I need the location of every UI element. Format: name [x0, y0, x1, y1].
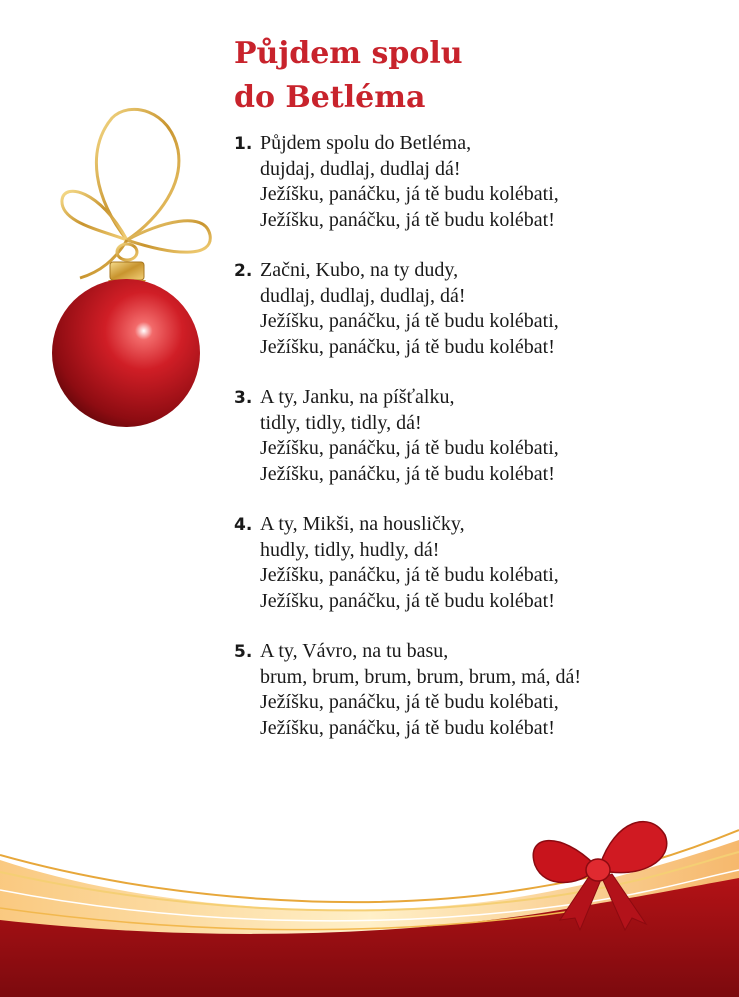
verse-line: Ježíšku, panáčku, já tě budu kolébati, [260, 691, 559, 713]
festive-wave-banner [0, 790, 739, 997]
verse-line: Ježíšku, panáčku, já tě budu kolébati, [260, 183, 559, 205]
verse-line: Začni, Kubo, na ty dudy, [260, 259, 459, 281]
verse [234, 258, 714, 360]
verse-line: hudly, tidly, hudly, dá! [260, 538, 440, 561]
title-line-1: Půjdem spolu [234, 36, 463, 71]
verse-line: A ty, Vávro, na tu basu, [260, 640, 449, 662]
verse-number: 4. [234, 515, 253, 535]
verse-number: 2. [234, 261, 253, 281]
verse-line: Ježíšku, panáčku, já tě budu kolébat! [260, 335, 555, 358]
page-title [234, 32, 463, 120]
verse-number: 3. [234, 388, 253, 408]
verse-line: Ježíšku, panáčku, já tě budu kolébat! [260, 208, 555, 231]
verse-number: 1. [234, 134, 253, 154]
verse-line: A ty, Mikši, na housličky, [260, 513, 465, 535]
verse-line: A ty, Janku, na píšťalku, [260, 386, 455, 408]
verse-number: 5. [234, 642, 253, 662]
verse-line: dudlaj, dudlaj, dudlaj, dá! [260, 284, 466, 307]
verse-line: dujdaj, dudlaj, dudlaj dá! [260, 157, 461, 180]
verse-line: Ježíšku, panáčku, já tě budu kolébat! [260, 716, 555, 739]
verse [234, 512, 714, 614]
verse [234, 385, 714, 487]
verse-line: Půjdem spolu do Betléma, [260, 132, 472, 154]
christmas-ornament-icon [0, 0, 230, 440]
verse [234, 639, 714, 741]
verse-line: Ježíšku, panáčku, já tě budu kolébati, [260, 564, 559, 586]
verse-line: brum, brum, brum, brum, brum, má, dá! [260, 665, 582, 688]
verse [234, 131, 714, 233]
verse-line: Ježíšku, panáčku, já tě budu kolébat! [260, 462, 555, 485]
title-line-2: do Betléma [234, 80, 426, 115]
verse-line: Ježíšku, panáčku, já tě budu kolébati, [260, 310, 559, 332]
verse-line: tidly, tidly, tidly, dá! [260, 411, 422, 434]
verse-line: Ježíšku, panáčku, já tě budu kolébat! [260, 589, 555, 612]
verse-line: Ježíšku, panáčku, já tě budu kolébati, [260, 437, 559, 459]
lyrics [234, 131, 714, 766]
